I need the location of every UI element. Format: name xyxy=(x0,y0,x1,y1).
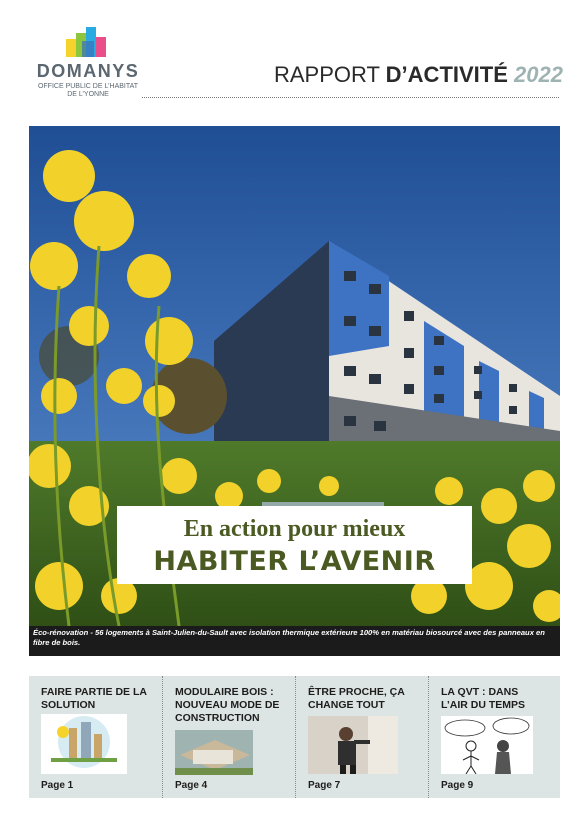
title-rapport: RAPPORT xyxy=(274,62,386,87)
card-proche[interactable] xyxy=(296,676,429,798)
card-title: LA QVT : DANS L’AIR DU TEMPS xyxy=(441,686,526,711)
logo-subtitle-line2: DE L’YONNE xyxy=(67,91,109,98)
card-page: Page 4 xyxy=(175,780,208,791)
card-title: FAIRE PARTIE DE LA SOLUTION xyxy=(41,686,147,711)
logo-mark-icon xyxy=(64,27,112,59)
card-title: MODULAIRE BOIS : NOUVEAU MODE DE CONSTRUCTION xyxy=(175,686,280,724)
title-dotted-rule xyxy=(142,97,559,98)
card-page: Page 7 xyxy=(308,780,341,791)
photo-caption: Éco-rénovation - 56 logements à Saint-Julien-du-Sault avec isolation thermique extérieure 100% en matériau biosourcé avec des panneaux en fibre de bois. xyxy=(29,626,560,656)
eco-city-illustration-icon xyxy=(41,714,127,774)
domanys-logo xyxy=(28,27,148,102)
card-page: Page 9 xyxy=(441,780,474,791)
headline-line1: En action pour mieux xyxy=(183,516,406,542)
title-activite: D’ACTIVITÉ xyxy=(385,62,515,87)
title-year: 2022 xyxy=(514,62,563,87)
report-title xyxy=(274,62,563,88)
cartoon-drawing-icon xyxy=(441,716,533,774)
summary-cards xyxy=(29,676,560,798)
headline-box xyxy=(117,506,472,584)
card-solution[interactable] xyxy=(29,676,162,798)
logo-subtitle-line1: OFFICE PUBLIC DE L’HABITAT xyxy=(37,83,139,90)
people-photo-icon xyxy=(308,716,398,774)
modular-building-photo-icon xyxy=(175,730,253,775)
card-qvt[interactable] xyxy=(429,676,560,798)
logo-wordmark: DOMANYS xyxy=(36,61,140,81)
card-title: ÊTRE PROCHE, ÇA CHANGE TOUT xyxy=(308,686,405,711)
headline-line2: HABITER L’AVENIR xyxy=(153,546,436,577)
card-modulaire[interactable] xyxy=(163,676,296,798)
card-page: Page 1 xyxy=(41,780,74,791)
